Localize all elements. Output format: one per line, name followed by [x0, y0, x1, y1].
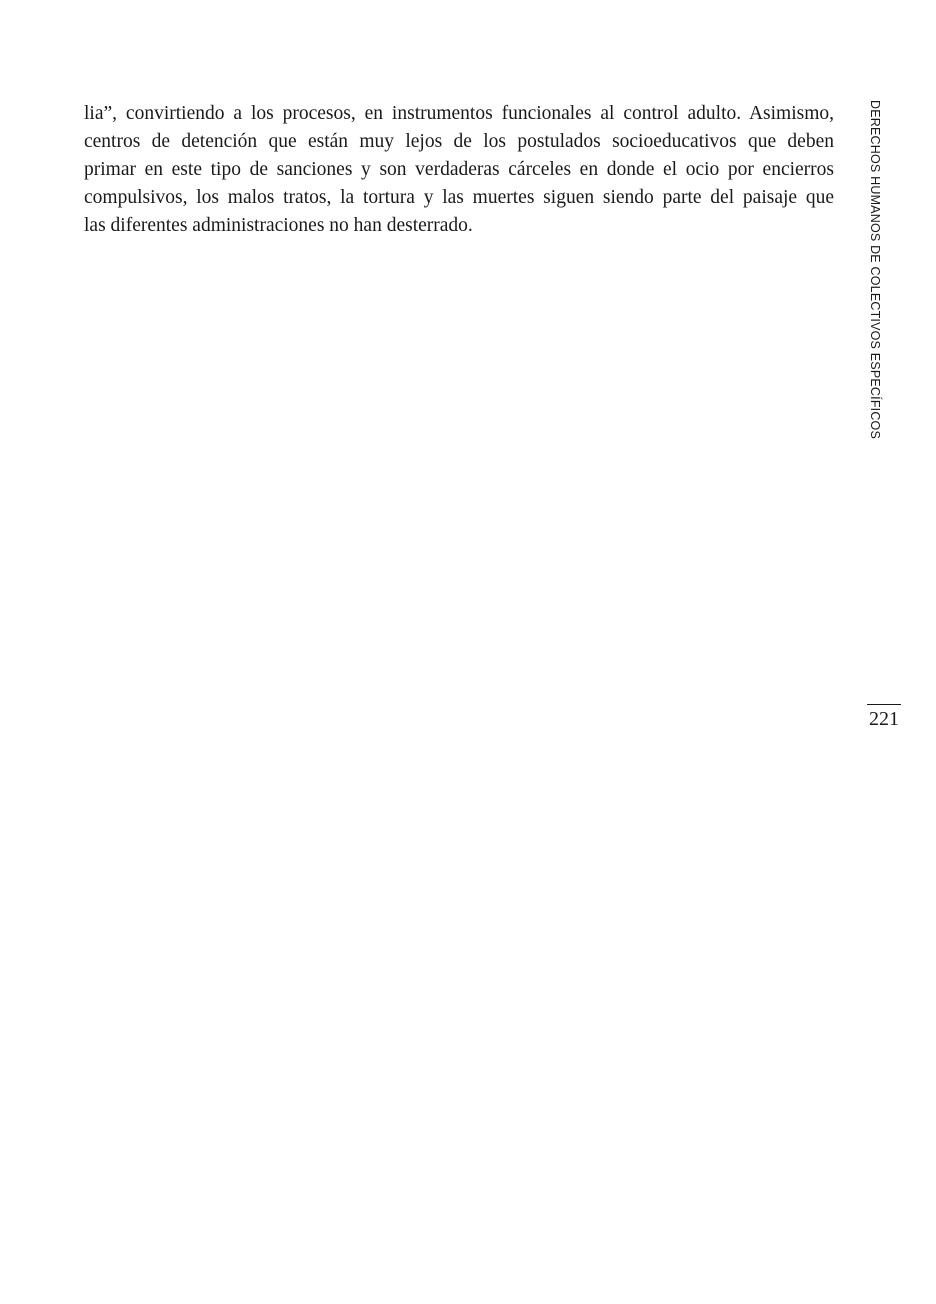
paragraph-line: primar en este tipo de sanciones y son verdaderas cárceles en donde el ocio por encierros: [84, 159, 834, 180]
body-paragraph: [84, 100, 834, 240]
running-head: DERECHOS HUMANOS DE COLECTIVOS ESPECÍFICOS: [868, 100, 882, 440]
paragraph-line: las diferentes administraciones no han desterrado.: [84, 215, 473, 236]
page-number: 221: [869, 708, 899, 730]
paragraph-line: centros de detención que están muy lejos de los postulados socioeducativos que deben: [84, 131, 834, 152]
paragraph-line: compulsivos, los malos tratos, la tortura y las muertes siguen siendo parte del paisaje que: [84, 187, 834, 208]
page-number-rule: [867, 704, 901, 705]
paragraph-line: lia”, convirtiendo a los procesos, en instrumentos funcionales al control adulto. Asimismo,: [84, 103, 834, 124]
